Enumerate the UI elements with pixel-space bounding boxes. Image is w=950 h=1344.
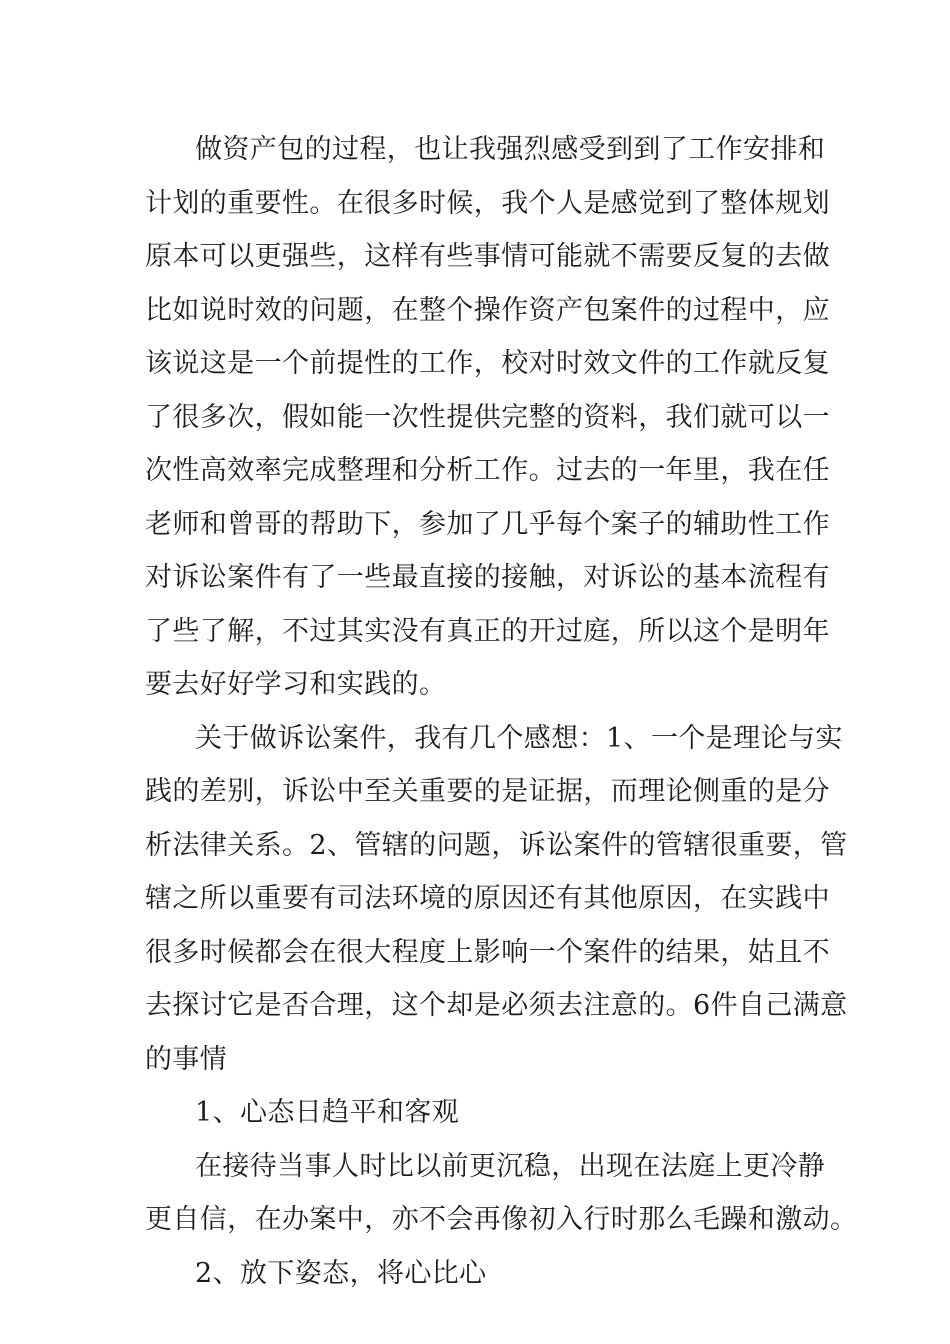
paragraph-2-line-5: 很多时候都会在很大程度上影响一个案件的结果，姑且不 (145, 937, 830, 968)
paragraph-3-line-2: 更自信，在办案中，亦不会再像初入行时那么毛躁和激动。 (145, 1204, 858, 1235)
heading-item-1: 1、心态日趋平和客观 (195, 1097, 460, 1128)
paragraph-2-line-6: 去探讨它是否合理，这个却是必须去注意的。6件自己满意 (145, 990, 848, 1021)
paragraph-3-line-1: 在接待当事人时比以前更沉稳，出现在法庭上更冷静 (195, 1151, 826, 1182)
paragraph-2-line-1: 关于做诉讼案件，我有几个感想：1、一个是理论与实 (195, 723, 843, 754)
paragraph-1-line-11: 要去好好学习和实践的。 (145, 669, 447, 700)
paragraph-1-line-5: 该说这是一个前提性的工作，校对时效文件的工作就反复 (145, 348, 830, 379)
paragraph-1-line-2: 计划的重要性。在很多时候，我个人是感觉到了整体规划 (145, 188, 830, 219)
paragraph-2-line-2: 践的差别，诉讼中至关重要的是证据，而理论侧重的是分 (145, 776, 830, 807)
paragraph-1-line-9: 对诉讼案件有了一些最直接的接触，对诉讼的基本流程有 (145, 562, 830, 593)
paragraph-1-line-4: 比如说时效的问题，在整个操作资产包案件的过程中，应 (145, 295, 830, 326)
paragraph-1-line-7: 次性高效率完成整理和分析工作。过去的一年里，我在任 (145, 455, 830, 486)
paragraph-1-line-3: 原本可以更强些，这样有些事情可能就不需要反复的去做 (145, 241, 830, 272)
paragraph-2-line-3: 析法律关系。2、管辖的问题，诉讼案件的管辖很重要，管 (145, 830, 848, 861)
paragraph-2-line-4: 辖之所以重要有司法环境的原因还有其他原因，在实践中 (145, 883, 830, 914)
paragraph-1-line-10: 了些了解，不过其实没有真正的开过庭，所以这个是明年 (145, 616, 830, 647)
heading-item-2: 2、放下姿态，将心比心 (195, 1258, 487, 1289)
paragraph-1-line-6: 了很多次，假如能一次性提供完整的资料，我们就可以一 (145, 402, 830, 433)
paragraph-1-line-8: 老师和曾哥的帮助下，参加了几乎每个案子的辅助性工作 (145, 509, 830, 540)
paragraph-2-line-7: 的事情 (145, 1044, 228, 1075)
paragraph-1-line-1: 做资产包的过程，也让我强烈感受到到了工作安排和 (195, 134, 826, 165)
